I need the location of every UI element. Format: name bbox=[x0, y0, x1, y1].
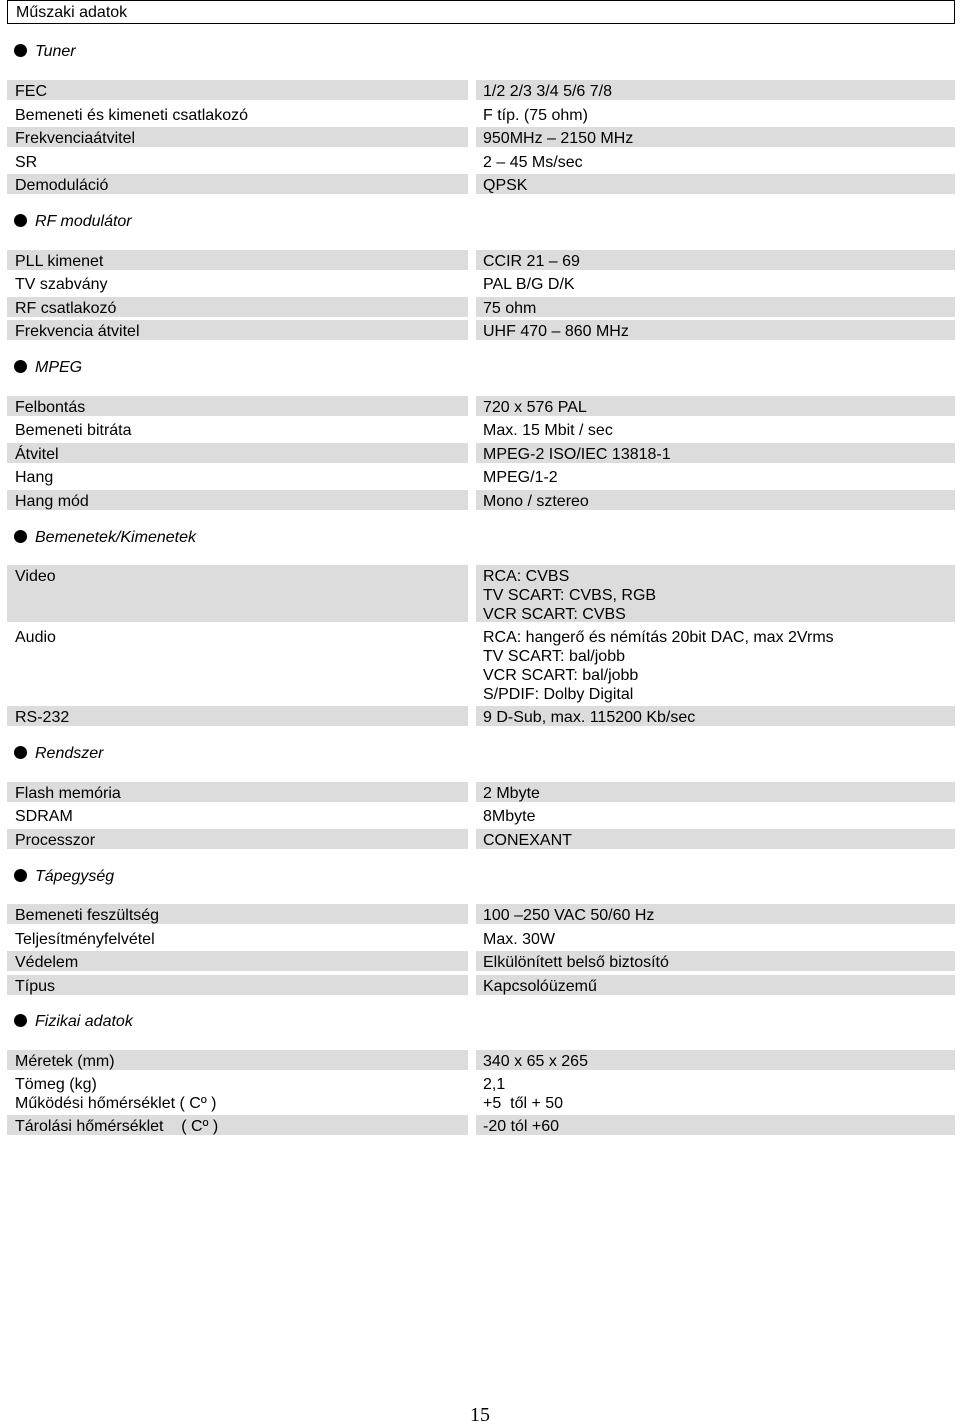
spec-label: PLL kimenet bbox=[7, 250, 468, 270]
spec-row bbox=[7, 782, 955, 802]
spec-label: RF csatlakozó bbox=[7, 297, 468, 317]
spec-value: UHF 470 – 860 MHz bbox=[476, 320, 955, 340]
spec-label: Tömeg (kg) bbox=[15, 1076, 97, 1093]
spec-value: Max. 15 Mbit / sec bbox=[483, 422, 613, 439]
spec-value: PAL B/G D/K bbox=[483, 276, 575, 293]
spec-label: SR bbox=[15, 154, 38, 171]
spec-value-line: TV SCART: CVBS, RGB bbox=[483, 587, 657, 604]
spec-label: Demoduláció bbox=[7, 174, 468, 194]
spec-row bbox=[7, 1073, 955, 1093]
spec-row-video bbox=[7, 565, 955, 622]
spec-label: Teljesítményfelvétel bbox=[15, 931, 155, 948]
spec-value: CONEXANT bbox=[476, 829, 955, 849]
section-title: Bemenetek/Kimenetek bbox=[35, 529, 196, 546]
section-heading-io bbox=[14, 526, 196, 550]
spec-label: Frekvenciaátvitel bbox=[7, 127, 468, 147]
spec-row-rs232 bbox=[7, 706, 955, 726]
section-heading-mpeg bbox=[14, 356, 82, 380]
bullet-icon bbox=[14, 530, 27, 543]
spec-value: 2 Mbyte bbox=[476, 782, 955, 802]
spec-value-lines bbox=[476, 626, 955, 702]
spec-label: Típus bbox=[7, 975, 468, 995]
section-title: Rendszer bbox=[35, 745, 104, 762]
spec-value: 950MHz – 2150 MHz bbox=[476, 127, 955, 147]
spec-value: Mono / sztereo bbox=[476, 490, 955, 510]
spec-row bbox=[7, 951, 955, 971]
section-title: RF modulátor bbox=[35, 213, 132, 230]
spec-value-line: TV SCART: bal/jobb bbox=[483, 648, 625, 665]
spec-value: +5 től + 50 bbox=[483, 1095, 564, 1112]
spec-value: 9 D-Sub, max. 115200 Kb/sec bbox=[476, 706, 955, 726]
spec-label: Processzor bbox=[7, 829, 468, 849]
spec-value: 2,1 bbox=[483, 1076, 506, 1093]
spec-value: 2 – 45 Ms/sec bbox=[483, 154, 583, 171]
bullet-icon bbox=[14, 214, 27, 227]
spec-row bbox=[7, 419, 955, 439]
spec-row bbox=[7, 1092, 955, 1112]
spec-label: Frekvencia átvitel bbox=[7, 320, 468, 340]
spec-row bbox=[7, 396, 955, 416]
spec-value-line: VCR SCART: bal/jobb bbox=[483, 667, 639, 684]
spec-label: Audio bbox=[15, 629, 56, 646]
spec-value-line: VCR SCART: CVBS bbox=[483, 606, 626, 623]
section-heading-rf bbox=[14, 210, 132, 234]
spec-label: Átvitel bbox=[7, 443, 468, 463]
spec-row bbox=[7, 975, 955, 995]
spec-value: Elkülönített belső biztosító bbox=[476, 951, 955, 971]
spec-row bbox=[7, 1050, 955, 1070]
spec-value-line: S/PDIF: Dolby Digital bbox=[483, 686, 634, 703]
spec-row bbox=[7, 904, 955, 924]
spec-value: 100 –250 VAC 50/60 Hz bbox=[476, 904, 955, 924]
spec-label: Méretek (mm) bbox=[7, 1050, 468, 1070]
section-heading-power bbox=[14, 865, 114, 889]
spec-row bbox=[7, 829, 955, 849]
spec-value: 1/2 2/3 3/4 5/6 7/8 bbox=[476, 80, 955, 100]
spec-value: Kapcsolóüzemű bbox=[476, 975, 955, 995]
bullet-icon bbox=[14, 869, 27, 882]
spec-row bbox=[7, 104, 955, 124]
spec-row bbox=[7, 297, 955, 317]
spec-row bbox=[7, 250, 955, 270]
spec-value: 720 x 576 PAL bbox=[476, 396, 955, 416]
bullet-icon bbox=[14, 44, 27, 57]
spec-label: Bemeneti bitráta bbox=[15, 422, 132, 439]
spec-row bbox=[7, 1115, 955, 1135]
page-title: Műszaki adatok bbox=[7, 0, 955, 24]
spec-row bbox=[7, 928, 955, 948]
spec-row bbox=[7, 320, 955, 340]
spec-value: QPSK bbox=[476, 174, 955, 194]
spec-value: MPEG-2 ISO/IEC 13818-1 bbox=[476, 443, 955, 463]
spec-label: Tárolási hőmérséklet ( Cº ) bbox=[7, 1115, 468, 1135]
spec-row bbox=[7, 466, 955, 486]
spec-row bbox=[7, 174, 955, 194]
spec-row bbox=[7, 805, 955, 825]
spec-row bbox=[7, 127, 955, 147]
spec-value-line: RCA: hangerő és némítás 20bit DAC, max 2Vrms bbox=[483, 629, 834, 646]
spec-value-line: RCA: CVBS bbox=[483, 568, 570, 585]
spec-row bbox=[7, 490, 955, 510]
section-heading-tuner bbox=[14, 40, 76, 64]
spec-label: RS-232 bbox=[7, 706, 468, 726]
bullet-icon bbox=[14, 746, 27, 759]
spec-value: F típ. (75 ohm) bbox=[483, 107, 588, 124]
spec-label: Bemeneti feszültség bbox=[7, 904, 468, 924]
spec-row bbox=[7, 273, 955, 293]
spec-value: Max. 30W bbox=[483, 931, 556, 948]
spec-label: Hang bbox=[15, 469, 54, 486]
section-title: Fizikai adatok bbox=[35, 1013, 133, 1030]
spec-row bbox=[7, 443, 955, 463]
page-number: 15 bbox=[470, 1404, 490, 1426]
spec-label: SDRAM bbox=[15, 808, 73, 825]
spec-value-lines bbox=[476, 565, 955, 622]
spec-value: MPEG/1-2 bbox=[483, 469, 558, 486]
section-title: Tápegység bbox=[35, 868, 115, 885]
section-title: MPEG bbox=[35, 359, 83, 376]
spec-value: 8Mbyte bbox=[483, 808, 536, 825]
spec-label: Video bbox=[7, 565, 468, 622]
spec-value: 340 x 65 x 265 bbox=[476, 1050, 955, 1070]
spec-label: Felbontás bbox=[7, 396, 468, 416]
spec-value: 75 ohm bbox=[476, 297, 955, 317]
spec-label: FEC bbox=[7, 80, 468, 100]
spec-label: Bemeneti és kimeneti csatlakozó bbox=[15, 107, 248, 124]
bullet-icon bbox=[14, 360, 27, 373]
spec-label: Működési hőmérséklet ( Cº ) bbox=[15, 1095, 217, 1112]
spec-row bbox=[7, 151, 955, 171]
spec-row bbox=[7, 80, 955, 100]
spec-label: TV szabvány bbox=[15, 276, 108, 293]
section-title: Tuner bbox=[35, 43, 76, 60]
spec-row-audio bbox=[7, 626, 955, 702]
spec-label: Hang mód bbox=[7, 490, 468, 510]
spec-label: Flash memória bbox=[7, 782, 468, 802]
spec-label: Védelem bbox=[7, 951, 468, 971]
spec-value: CCIR 21 – 69 bbox=[476, 250, 955, 270]
section-heading-system bbox=[14, 742, 103, 766]
bullet-icon bbox=[14, 1014, 27, 1027]
spec-value: -20 tól +60 bbox=[476, 1115, 955, 1135]
section-heading-physical bbox=[14, 1010, 133, 1034]
